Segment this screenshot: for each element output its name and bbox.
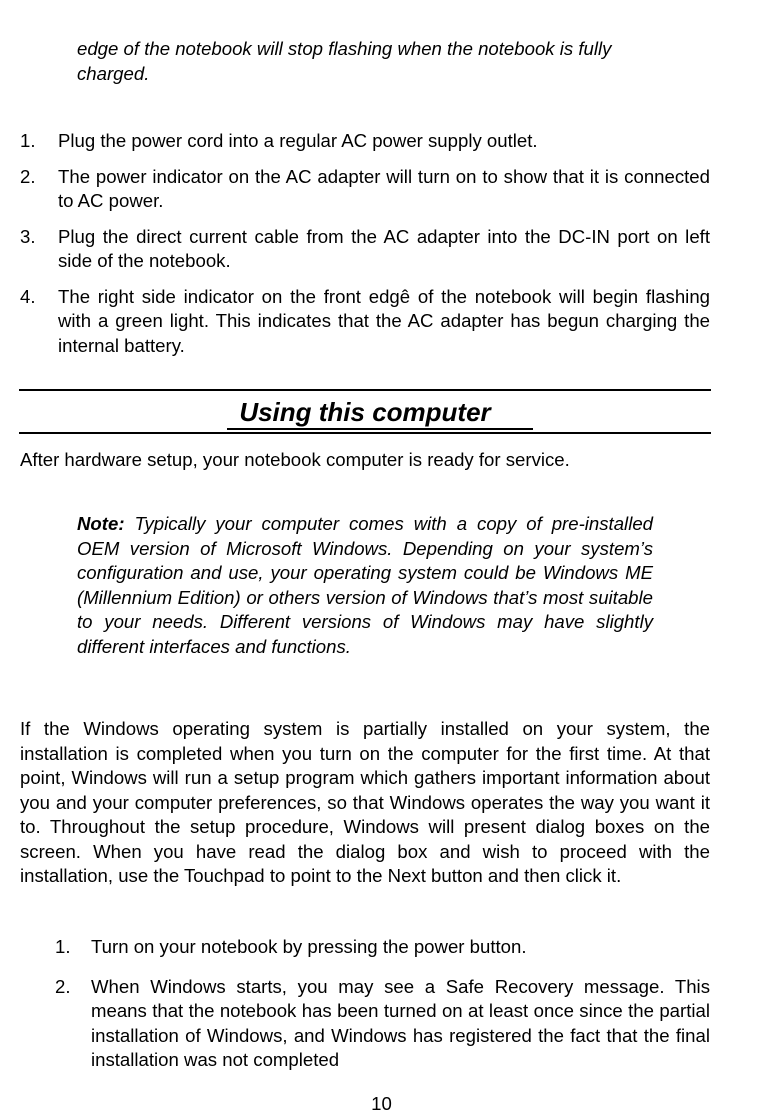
- list-item-number: 2.: [55, 975, 71, 997]
- list-item-number: 2.: [20, 165, 36, 187]
- list-item: [20, 285, 710, 359]
- list-item: [20, 225, 710, 274]
- list-item-text: Plug the direct current cable from the AC adapter into the DC-IN port on left side of the notebook.: [58, 225, 710, 271]
- note-label: Note:: [77, 513, 125, 534]
- list-item-text: The right side indicator on the front edgê of the notebook will begin flashing with a green light. This indicates that the AC adapter has begun charging the internal battery.: [58, 285, 710, 356]
- list-item-text: When Windows starts, you may see a Safe Recovery message. This means that the notebook has been turned on at least once since the partial installation of Windows, and Windows has registered the fact that the final installation was not completed: [91, 975, 710, 1070]
- section-title-underline: [227, 428, 533, 430]
- list-item-number: 1.: [20, 130, 36, 151]
- windows-steps-list: [55, 935, 710, 1088]
- section-title: Using this computer: [239, 397, 491, 427]
- list-item: [20, 165, 710, 214]
- list-item: [20, 129, 710, 154]
- list-item-text: Plug the power cord into a regular AC power supply outlet.: [58, 130, 538, 151]
- after-setup-text: After hardware setup, your notebook computer is ready for service.: [20, 449, 570, 470]
- list-item: [55, 935, 710, 960]
- list-item-text: Turn on your notebook by pressing the power button.: [91, 936, 527, 957]
- setup-steps-list: [20, 129, 710, 369]
- install-paragraph: If the Windows operating system is partially installed on your system, the installation is completed when you turn on the computer for the first time. At that point, Windows will run a setup program which gathers important information about you and your computer preferences, so that Windows operates the way you want it to. Throughout the setup procedure, Windows will present dialog boxes on the screen. When you have read the dialog box and wish to proceed with the installation, use the Touchpad to point to the Next button and then click it.: [20, 718, 710, 886]
- section-divider-bottom: [19, 432, 711, 434]
- list-item: [55, 975, 710, 1073]
- list-item-number: 3.: [20, 225, 36, 247]
- list-item-number: 4.: [20, 285, 36, 307]
- list-item-text: The power indicator on the AC adapter will turn on to show that it is connected to AC power.: [58, 165, 710, 211]
- intro-note: edge of the notebook will stop flashing when the notebook is fully charged.: [77, 38, 612, 84]
- note-text: Typically your computer comes with a copy of pre-installed OEM version of Microsoft Windows. Depending on your system’s configuration and use, your operating system could be Windows ME (Millennium Edition) or others version of Windows that’s most suitable to your needs. Different versions of Windows may have slightly different interfaces and functions.: [77, 513, 654, 657]
- section-divider-top: [19, 389, 711, 391]
- note-block: [77, 512, 653, 659]
- list-item-number: 1.: [55, 936, 71, 957]
- page-number: 10: [371, 1093, 392, 1114]
